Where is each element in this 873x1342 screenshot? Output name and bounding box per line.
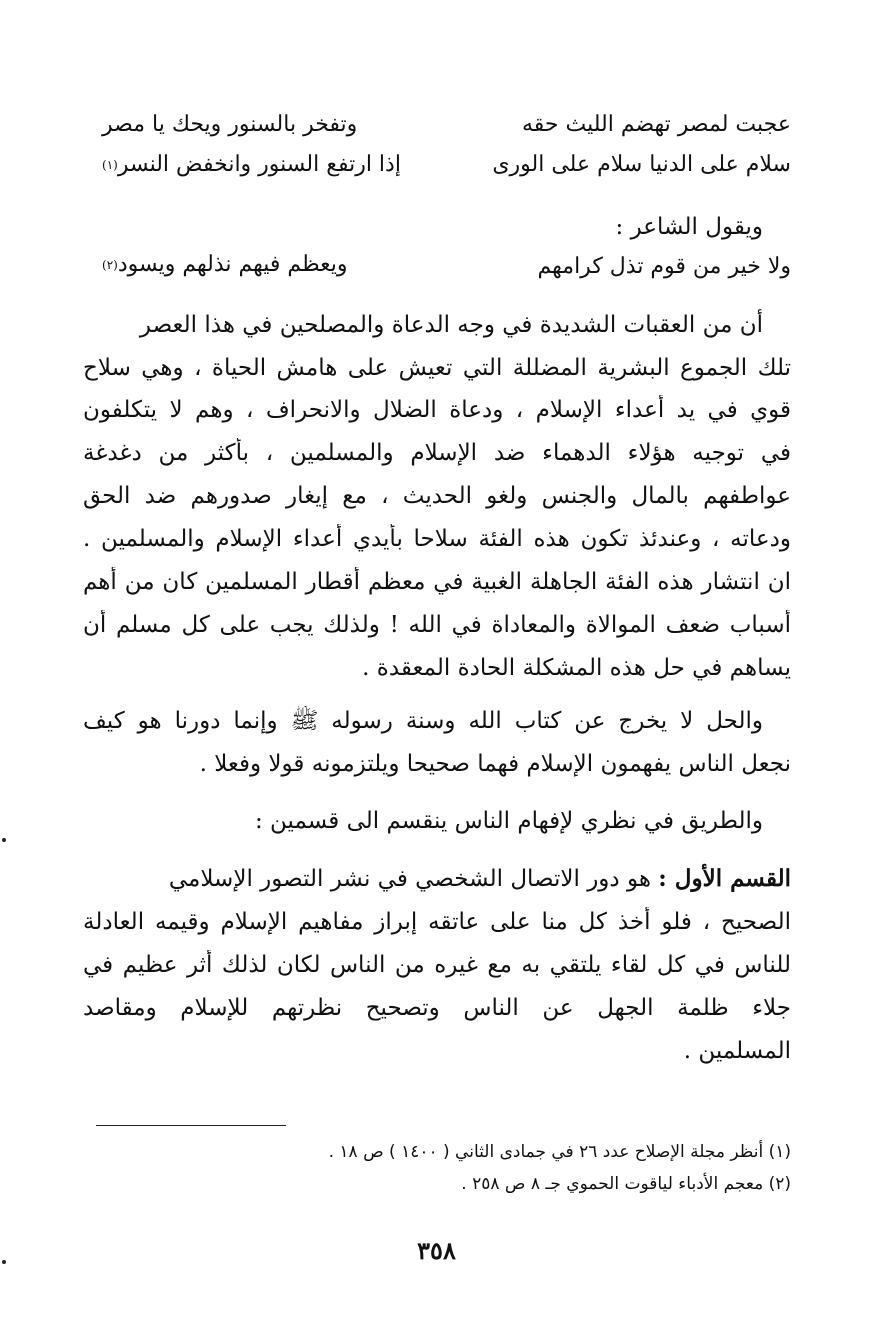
page-number: ٣٥٨	[417, 1236, 456, 1265]
para1-line: أن من العقبات الشديدة في وجه الدعاة والمصلحين في هذا العصر	[139, 312, 763, 338]
para4-first-line	[169, 864, 791, 894]
para1-line: أسباب ضعف الموالاة والمعاداة في الله ! ولذلك يجب على كل مسلم أن	[83, 612, 791, 638]
poem2-second-hemistich	[102, 250, 432, 280]
para4-line: جلاء ظلمة الجهل عن الناس وتصحيح نظرتهم للإسلام ومقاصد	[83, 995, 791, 1021]
para1-line: ودعاته ، وعندئذ تكون هذه الفئة سلاحا بأيدي أعداء الإسلام والمسلمين .	[83, 526, 791, 552]
para1-line: في توجيه هؤلاء الدهماء ضد الإسلام والمسلمين ، بأكثر من دغدغة	[83, 440, 791, 466]
poem1-line2-first-hemistich: سلام على الدنيا سلام على الورى	[492, 152, 791, 177]
footnote-ref-1: (١)	[102, 158, 118, 172]
para1-line: تلك الجموع البشرية المضللة التي تعيش على هامش الحياة ، وهي سلاح	[83, 355, 791, 381]
para2-line: والحل لا يخرج عن كتاب الله وسنة رسوله ﷺ وإنما دورنا هو كيف	[83, 708, 763, 734]
para1-line: عواطفهم بالمال والجنس ولغو الحديث ، مع إيغار صدورهم ضد الحق	[83, 483, 791, 509]
para3-line: والطريق في نظري لإفهام الناس ينقسم الى قسمين :	[254, 808, 763, 834]
para4-line: للناس في كل لقاء يلتقي به مع غيره من الناس لكان لذلك أثر عظيم في	[83, 952, 791, 978]
section-heading: القسم الأول :	[658, 865, 791, 892]
poem1-line2-second-hemistich	[102, 150, 432, 180]
scan-speck	[2, 838, 6, 842]
poem1-line1-second-hemistich: وتفخر بالسنور ويحك يا مصر	[102, 112, 358, 137]
poem1-line1-first-hemistich: عجبت لمصر تهضم الليث حقه	[521, 112, 791, 137]
footnote-separator	[96, 1125, 286, 1126]
para4-first-line-text: هو دور الاتصال الشخصي في نشر التصور الإسلامي	[168, 866, 651, 892]
poet-intro: ويقول الشاعر :	[615, 214, 763, 240]
para4-line: المسلمين .	[683, 1038, 791, 1064]
poem2-first-hemistich: ولا خير من قوم تذل كرامهم	[537, 254, 791, 279]
para2-line: نجعل الناس يفهمون الإسلام فهما صحيحا ويلتزمونه قولا وفعلا .	[199, 751, 791, 777]
footnote-1: (١) أنظر مجلة الإصلاح عدد ٢٦ في جمادى الثاني ( ١٤٠٠ ) ص ١٨ .	[328, 1142, 791, 1162]
poem2-text: ويعظم فيهم نذلهم ويسود	[117, 252, 348, 277]
footnote-2: (٢) معجم الأدباء لياقوت الحموي جـ ٨ ص ٢٥٨ .	[461, 1174, 791, 1194]
para4-line: الصحيح ، فلو أخذ كل منا على عاتقه إبراز مفاهيم الإسلام وقيمه العادلة	[83, 909, 791, 935]
poem1-line2-text: إذا ارتفع السنور وانخفض النسر	[117, 152, 401, 177]
footnote-ref-2: (٢)	[102, 258, 118, 272]
para1-line: يساهم في حل هذه المشكلة الحادة المعقدة .	[362, 655, 791, 681]
scan-speck	[2, 1260, 6, 1264]
para1-line: ان انتشار هذه الفئة الجاهلة الغبية في معظم أقطار المسلمين كان من أهم	[83, 569, 791, 595]
para1-line: قوي في يد أعداء الإسلام ، ودعاة الضلال والانحراف ، وهم لا يتكلفون	[83, 397, 791, 423]
